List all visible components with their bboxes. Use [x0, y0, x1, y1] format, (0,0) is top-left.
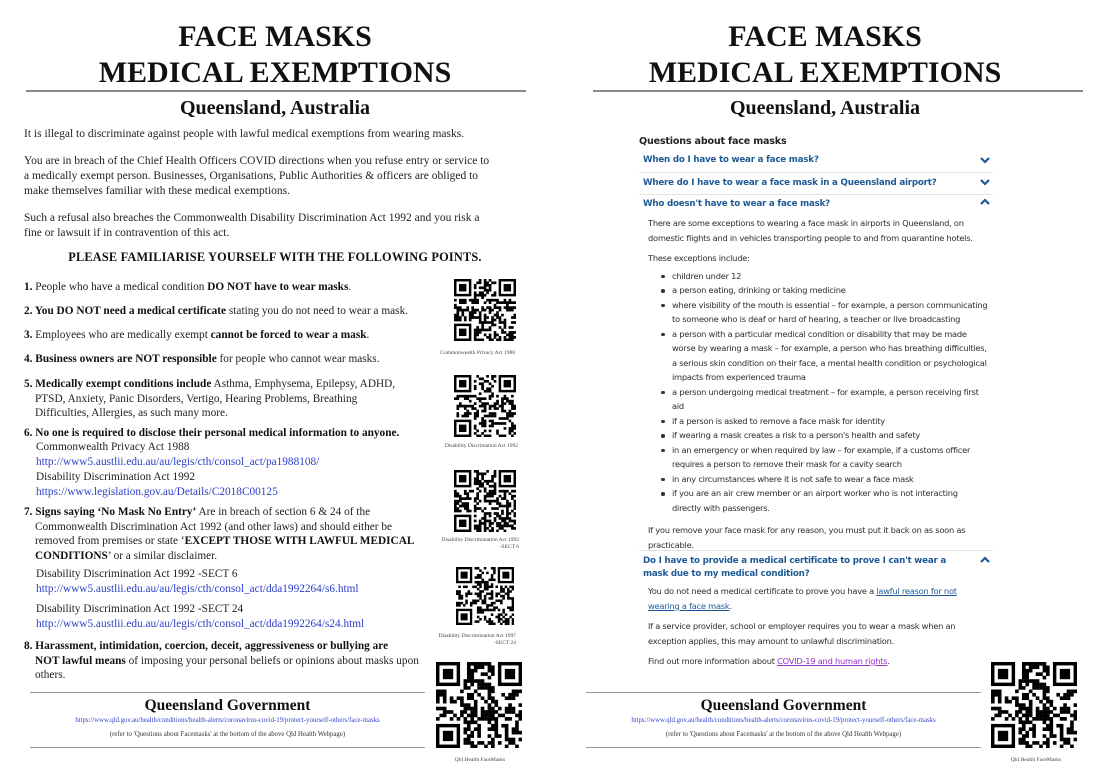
questions-heading: Questions about face masks — [639, 136, 787, 147]
reference-label: Disability Discrimination Act 1992 -SECT 6 — [36, 568, 238, 580]
reference-dda-sect24 — [36, 602, 364, 631]
covid-human-rights-link[interactable]: COVID-19 and human rights — [777, 656, 888, 666]
qr-code-dda-sect24[interactable] — [456, 567, 514, 625]
chevron-down-icon[interactable] — [979, 155, 991, 165]
exception-item: where visibility of the mouth is essential – for example, a person communicating to someone who is deaf or hard of hearing, a teacher or live broadcasting — [648, 298, 988, 327]
cert-paragraph-3: Find out more information about COVID-19 and human rights. — [648, 656, 890, 666]
qr-caption-dda-sect24: Disability Discrimination Act 1997 -SECT 24 — [438, 633, 516, 646]
point-7: 7. Signs saying ‘No Mask No Entry’ Are in breach of section 6 & 24 of the Commonwealth Discrimination Act 1992 (and other laws) and should either be removed from premises or state ‘EXCEPT THOSE WITH LAWFUL MEDICAL CONDITIONS’ or a similar disclaimer. — [24, 506, 414, 562]
accordion-question[interactable]: Who doesn't have to wear a face mask? — [643, 199, 830, 209]
lawful-reason-link[interactable]: lawful reason for not wearing a face mask — [648, 586, 957, 611]
reference-label: Disability Discrimination Act 1992 — [36, 471, 196, 483]
intro-paragraph-1: It is illegal to discriminate against people with lawful medical exemptions from wearing masks. — [24, 128, 465, 140]
qr-code-dda-sect6[interactable] — [454, 470, 516, 532]
answer-list-intro: These exceptions include: — [648, 253, 750, 263]
point-1: 1. People who have a medical condition DO NOT have to wear masks. — [24, 281, 352, 293]
chevron-up-icon[interactable] — [979, 197, 991, 207]
accordion-who-answer — [648, 216, 988, 558]
footer-bottom-divider — [30, 747, 425, 748]
footer-top-divider — [30, 692, 425, 693]
qr-caption-dda-sect6: Disability Discrimination Act 1992 -SECT 6 — [441, 537, 519, 550]
reference-label: Disability Discrimination Act 1992 -SECT 24 — [36, 603, 244, 615]
qld-health-link[interactable]: https://www.qld.gov.au/health/conditions/health-alerts/coronavirus-covid-19/protect-yourself-others/face-masks — [631, 717, 936, 724]
cert-paragraph-1: You do not need a medical certificate to prove you have a lawful reason for not wearing a face mask. — [648, 586, 957, 611]
exception-item: in any circumstances where it is not safe to wear a face mask — [648, 472, 988, 487]
qr-caption-qld-health: Qld Health FaceMasks — [454, 757, 506, 763]
qr-caption-qld-health: Qld Health FaceMasks — [1010, 757, 1062, 763]
poster-title-line1: FACE MASKS — [728, 20, 922, 53]
poster-subtitle: Queensland, Australia — [179, 97, 371, 119]
reference-dda — [36, 470, 278, 499]
chevron-down-icon[interactable] — [979, 177, 991, 187]
accordion-question[interactable]: Do I have to provide a medical certificate to prove I can't wear a mask due to my medical condition? — [643, 556, 947, 579]
accordion-where[interactable] — [639, 173, 993, 195]
exception-item: a person eating, drinking or taking medicine — [648, 283, 988, 298]
intro-paragraph-3: Such a refusal also breaches the Commonwealth Disability Discrimination Act 1992 and you risk a fine or lawsuit if in contravention of this act. — [24, 212, 480, 239]
point-2: 2. You DO NOT need a medical certificate stating you do not need to wear a mask. — [24, 305, 409, 317]
dda-sect6-link[interactable]: http://www5.austlii.edu.au/au/legis/cth/consol_act/dda1992264/s6.html — [36, 582, 359, 595]
footer-top-divider — [586, 692, 981, 693]
exception-item: in an emergency or when required by law – for example, if a customs officer requires a person to remove their mask for a cavity search — [648, 443, 988, 472]
cert-paragraph-2: If a service provider, school or employer requires you to wear a mask when an exception applies, this may amount to unlawful discrimination. — [648, 621, 956, 646]
qr-code-privacy-act[interactable] — [454, 279, 516, 341]
point-6: 6. No one is required to disclose their personal medical information to anyone. — [24, 427, 400, 439]
accordion-question[interactable]: Where do I have to wear a face mask in a Queensland airport? — [643, 178, 937, 188]
accordion-certificate-answer — [648, 584, 988, 675]
title-divider — [593, 90, 1083, 92]
poster-title-line2: MEDICAL EXEMPTIONS — [98, 56, 452, 89]
footer-title: Queensland Government — [144, 697, 311, 714]
title-divider — [26, 90, 526, 92]
exception-item: a person with a particular medical condition or disability that may be made worse by wearing a mask – for example, a person who has breathing difficulties, a serious skin condition on their face, a mental health condition or psychological impacts from experienced trauma — [648, 327, 988, 385]
exceptions-list — [648, 269, 988, 516]
chevron-up-icon[interactable] — [979, 555, 991, 565]
poster-title-line1: FACE MASKS — [178, 20, 372, 53]
reference-label: Commonwealth Privacy Act 1988 — [36, 441, 190, 453]
qld-health-link[interactable]: https://www.qld.gov.au/health/conditions/health-alerts/coronavirus-covid-19/protect-yourself-others/face-masks — [75, 717, 380, 724]
dda-sect24-link[interactable]: http://www5.austlii.edu.au/au/legis/cth/consol_act/dda1992264/s24.html — [36, 617, 365, 630]
reference-privacy-act — [36, 440, 319, 469]
exception-item: children under 12 — [648, 269, 988, 284]
right-poster-page — [550, 0, 1100, 778]
reference-dda-sect6 — [36, 567, 359, 596]
footer-title: Queensland Government — [700, 697, 867, 714]
dda-link[interactable]: https://www.legislation.gov.au/Details/C2018C00125 — [36, 485, 278, 498]
qr-code-qld-health[interactable] — [991, 662, 1077, 748]
point-8: 8. Harassment, intimidation, coercion, deceit, aggressiveness or bullying are NOT lawful means of imposing your personal beliefs or opinions about masks upon others. — [24, 640, 419, 681]
point-5: 5. Medically exempt conditions include Asthma, Emphysema, Epilepsy, ADHD, PTSD, Anxiety, Panic Disorders, Vertigo, Hearing Problems, Breathing Difficulties, Allergies, as such many more. — [24, 378, 396, 419]
exception-item: if a person is asked to remove a face mask for identity — [648, 414, 988, 429]
qr-caption-privacy-act: Commonwealth Privacy Act 1988 — [440, 350, 515, 356]
exception-item: a person undergoing medical treatment – for example, a person receiving first aid — [648, 385, 988, 414]
privacy-act-link[interactable]: http://www5.austlii.edu.au/au/legis/cth/consol_act/pa1988108/ — [36, 455, 320, 468]
point-3: 3. Employees who are medically exempt cannot be forced to wear a mask. — [24, 329, 370, 341]
answer-closing: If you remove your face mask for any reason, you must put it back on as soon as practicable. — [648, 525, 966, 550]
intro-text — [24, 127, 494, 253]
footer-note: (refer to 'Questions about Facemasks' at the bottom of the above Qld Health Webpage) — [109, 731, 346, 738]
poster-subtitle: Queensland, Australia — [729, 97, 921, 119]
familiarise-heading: PLEASE FAMILIARISE YOURSELF WITH THE FOLLOWING POINTS. — [68, 250, 482, 264]
point-4: 4. Business owners are NOT responsible for people who cannot wear masks. — [24, 353, 380, 365]
qr-caption-dda: Disability Discrimation Act 1992 — [444, 443, 518, 449]
exception-item: if you are an air crew member or an airport worker who is not interacting directly with passengers. — [648, 486, 988, 515]
accordion-question[interactable]: When do I have to wear a face mask? — [643, 155, 819, 165]
footer-note: (refer to 'Questions about Facemasks' at the bottom of the above Qld Health Webpage) — [665, 731, 902, 738]
poster-title-line2: MEDICAL EXEMPTIONS — [648, 56, 1002, 89]
footer-bottom-divider — [586, 747, 981, 748]
qr-code-qld-health[interactable] — [436, 662, 522, 748]
exception-item: if wearing a mask creates a risk to a person's health and safety — [648, 428, 988, 443]
qr-code-dda[interactable] — [454, 375, 516, 437]
accordion-when[interactable] — [639, 151, 993, 173]
intro-paragraph-2: You are in breach of the Chief Health Officers COVID directions when you refuse entry or service to a medically exempt person. Businesses, Organisations, Public Authorities & officers are obliged to make themselves familiar with these medical exemptions. — [24, 155, 490, 197]
answer-intro: There are some exceptions to wearing a face mask in airports in Queensland, on domestic flights and in vehicles transporting people to and from quarantine hotels. — [648, 218, 973, 243]
